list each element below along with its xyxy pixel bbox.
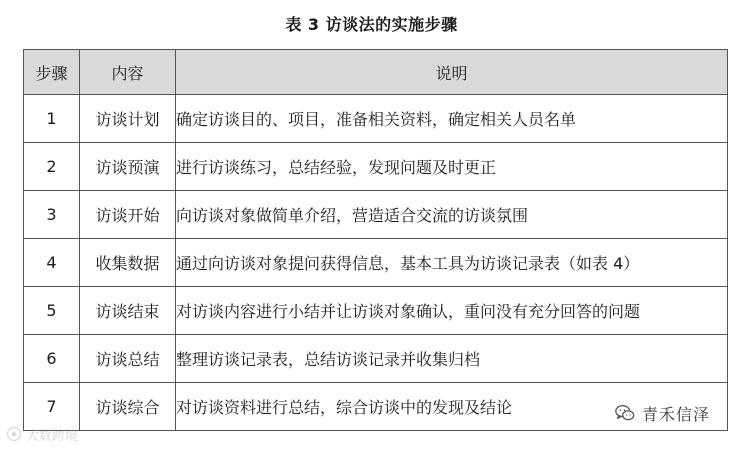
step-description: 确定访谈目的、项目，准备相关资料，确定相关人员名单 xyxy=(176,95,728,143)
step-content: 收集数据 xyxy=(80,239,176,287)
header-description: 说明 xyxy=(176,50,728,95)
table-title: 表 3 访谈法的实施步骤 xyxy=(285,15,458,34)
step-content: 访谈结束 xyxy=(80,287,176,335)
wechat-account-name: 青禾信泽 xyxy=(642,404,711,424)
wechat-watermark xyxy=(614,400,714,426)
step-number: 5 xyxy=(24,287,80,335)
table-row xyxy=(24,335,728,383)
step-number: 4 xyxy=(24,239,80,287)
table-row xyxy=(24,191,728,239)
step-number: 6 xyxy=(24,335,80,383)
table-row xyxy=(24,143,728,191)
table-header-row xyxy=(24,50,728,95)
step-description: 通过向访谈对象提问获得信息，基本工具为访谈记录表（如表 4） xyxy=(176,239,728,287)
table-row xyxy=(24,95,728,143)
step-number: 1 xyxy=(24,95,80,143)
header-step: 步骤 xyxy=(24,50,80,95)
step-content: 访谈综合 xyxy=(80,383,176,431)
step-number: 2 xyxy=(24,143,80,191)
steps-table xyxy=(23,49,728,431)
site-watermark-text: 大数跨境 xyxy=(26,428,79,444)
logo-icon xyxy=(6,426,22,442)
step-content: 访谈开始 xyxy=(80,191,176,239)
step-description: 整理访谈记录表，总结访谈记录并收集归档 xyxy=(176,335,728,383)
table-row xyxy=(24,287,728,335)
step-number: 7 xyxy=(24,383,80,431)
step-description: 进行访谈练习，总结经验，发现问题及时更正 xyxy=(176,143,728,191)
step-description: 对访谈内容进行小结并让访谈对象确认，重问没有充分回答的问题 xyxy=(176,287,728,335)
step-content: 访谈预演 xyxy=(80,143,176,191)
step-number: 3 xyxy=(24,191,80,239)
site-watermark xyxy=(6,424,78,444)
table-row xyxy=(24,239,728,287)
header-content: 内容 xyxy=(80,50,176,95)
step-content: 访谈总结 xyxy=(80,335,176,383)
step-description: 向访谈对象做简单介绍，营造适合交流的访谈氛围 xyxy=(176,191,728,239)
step-description: 对访谈资料进行总结，综合访谈中的发现及结论 xyxy=(176,383,728,431)
step-content: 访谈计划 xyxy=(80,95,176,143)
wechat-icon xyxy=(614,402,636,424)
